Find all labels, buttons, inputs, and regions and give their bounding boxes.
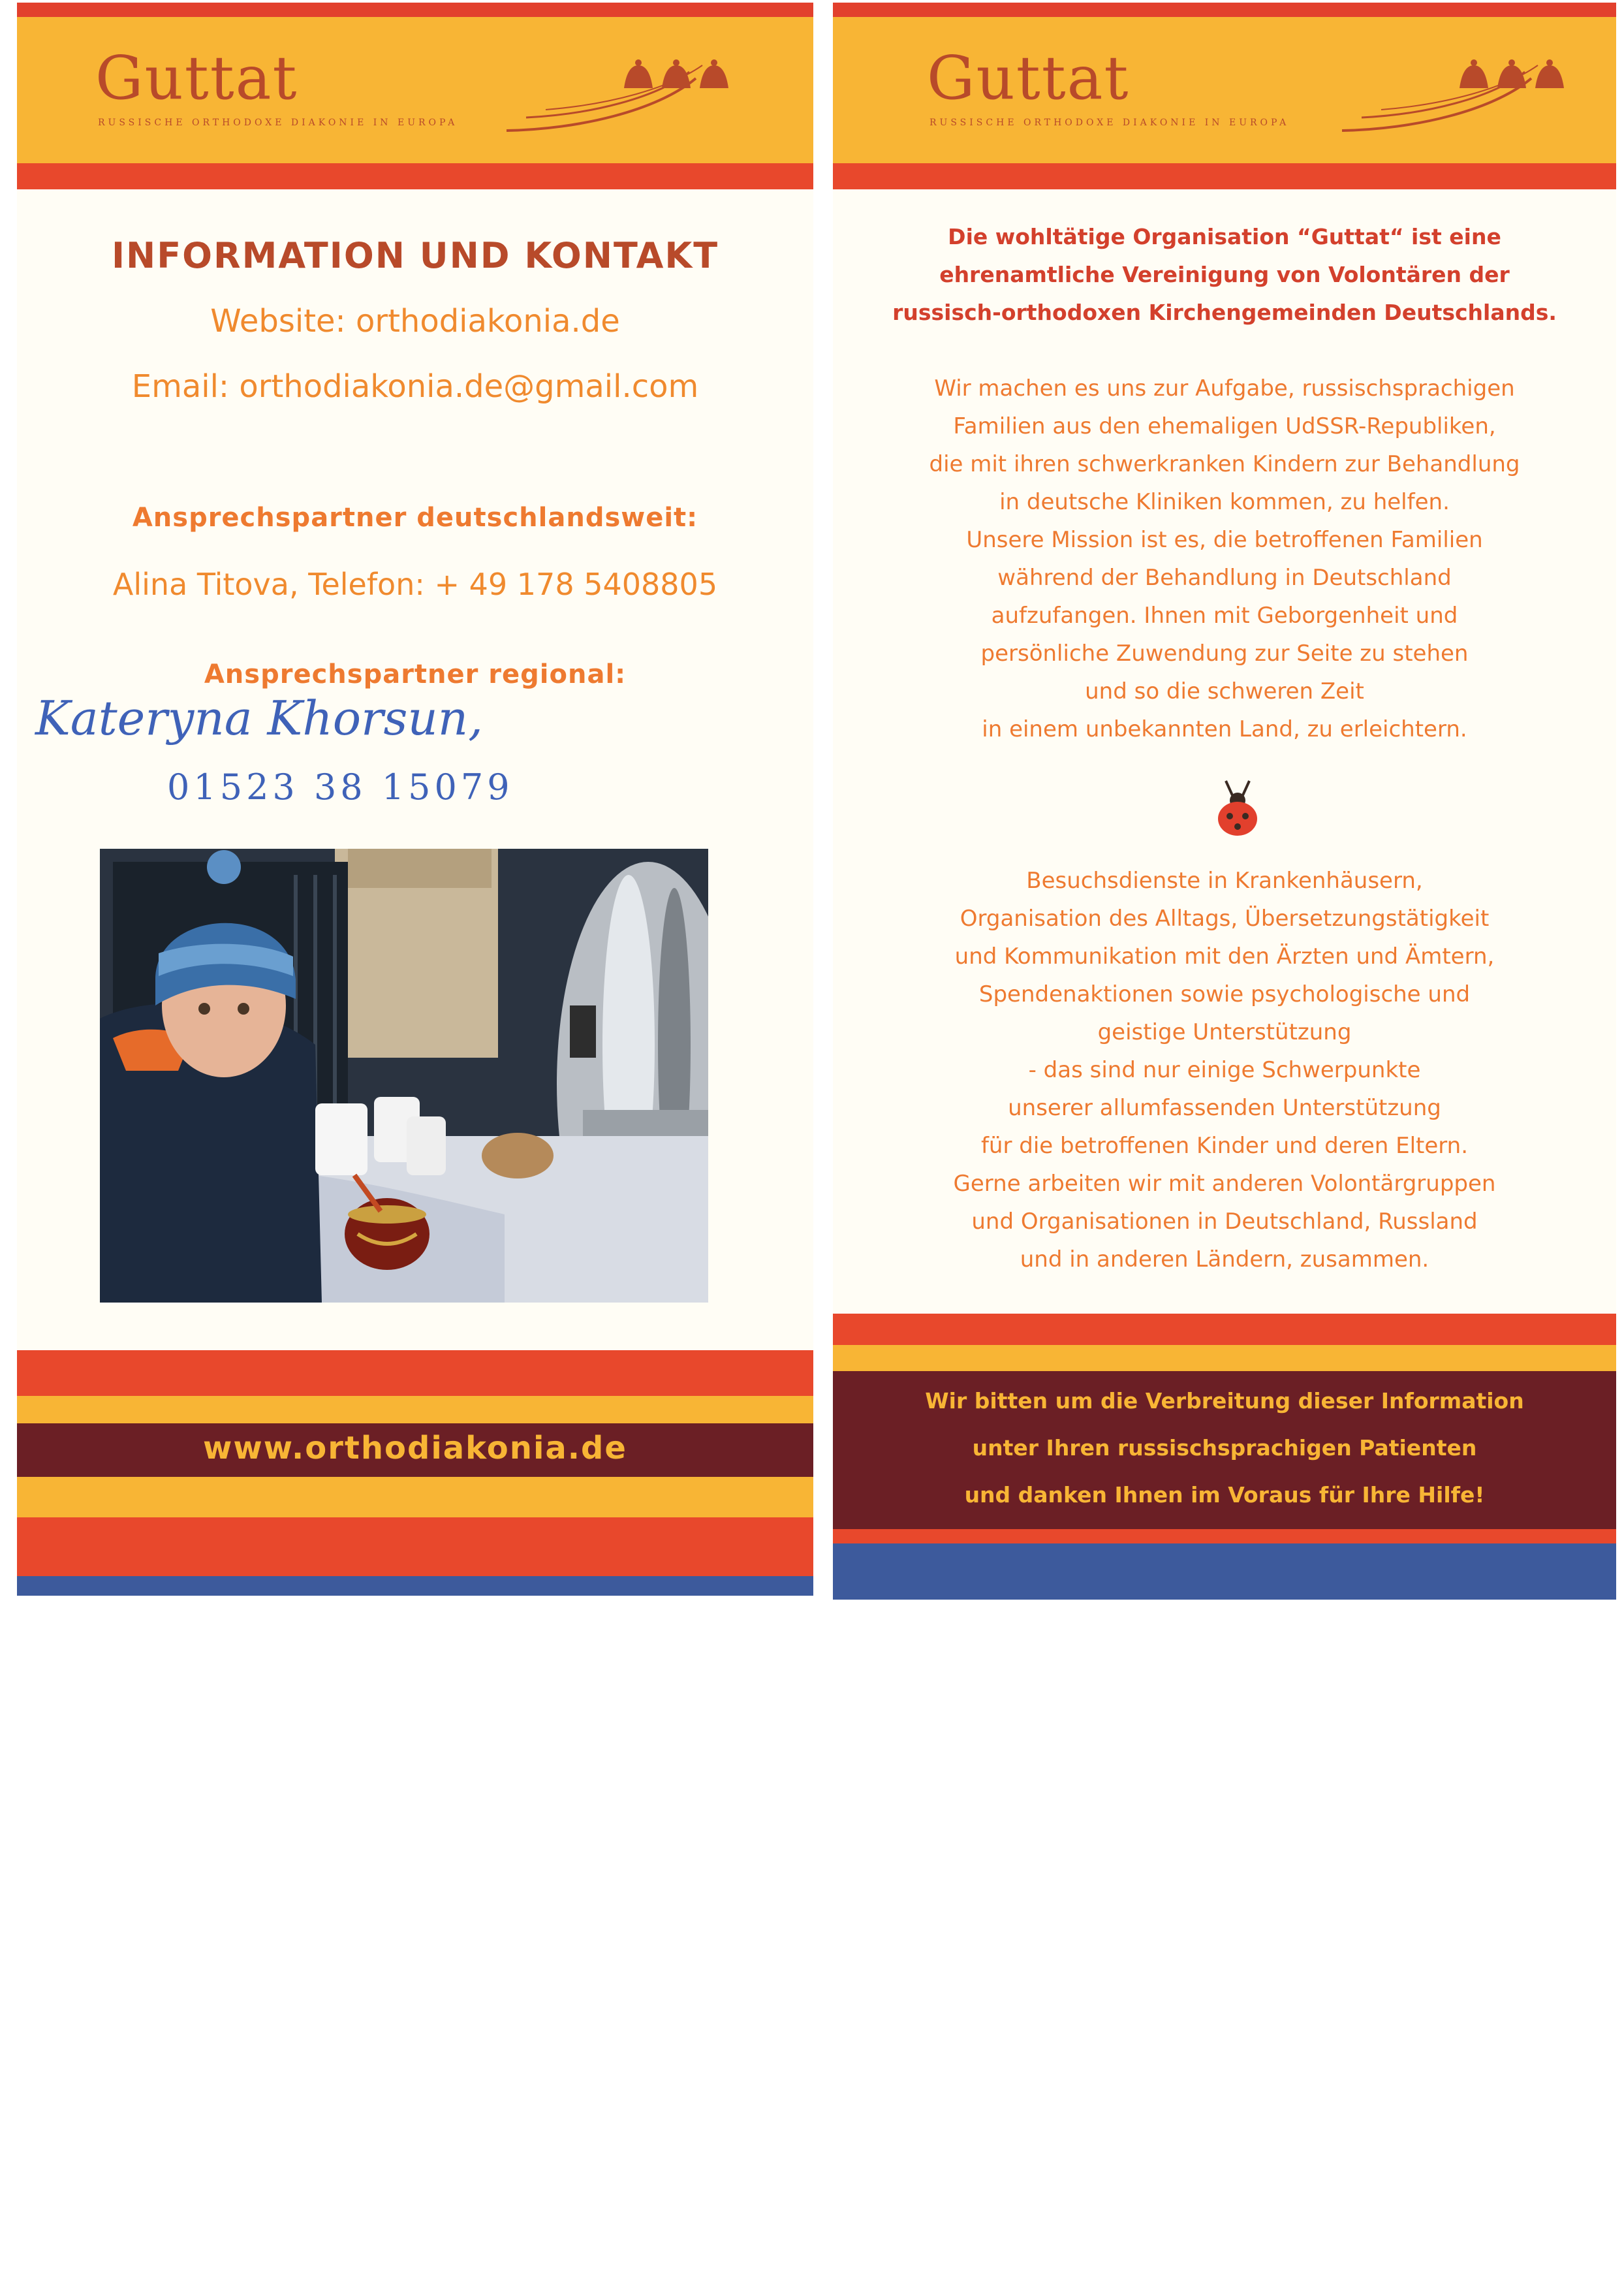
regional-contact-heading: Ansprechspartner regional: [204, 659, 627, 689]
national-contact: Alina Titova, Telefon: + 49 178 5408805 [112, 567, 718, 602]
intro-paragraph: Die wohltätige Organisation “Guttat“ ist eine ehrenamtliche Vereinigung von Volontären der russisch-orthodoxen Kirchengemeinden Deutschlands. [892, 224, 1557, 325]
footer-message-band [833, 1371, 1616, 1529]
flyer-front-panel [833, 3, 1616, 1600]
three-bells-icon [500, 52, 735, 137]
mission-paragraph: Wir machen es uns zur Aufgabe, russischsprachigen Familien aus den ehemaligen UdSSR-Republiken, die mit ihren schwerkranken Kindern zur Behandlung in deutsche Kliniken kommen, zu helfen. Unsere Mission ist es, die betroffenen Familien während der Behandlung in Deutschland aufzufangen. Ihnen mit Geborgenheit und persönliche Zuwendung zur Seite zu stehen und so die schweren Zeit in einem unbekannten Land, zu erleichtern. [929, 375, 1520, 742]
footer-url[interactable]: www.orthodiakonia.de [203, 1430, 627, 1466]
website-line[interactable]: Website: orthodiakonia.de [210, 303, 620, 340]
footer-url-band [17, 1423, 813, 1477]
email-line[interactable]: Email: orthodiakonia.de@gmail.com [131, 368, 699, 405]
contact-title: INFORMATION UND KONTAKT [111, 235, 719, 276]
regional-contact-phone: 01523 38 15079 [167, 767, 514, 808]
photo-child-with-samovar [100, 849, 708, 1303]
brand-name: Guttat [95, 43, 298, 113]
brand-subtitle-right: RUSSISCHE ORTHODOXE DIAKONIE IN EUROPA [929, 118, 1290, 128]
header-band [17, 3, 813, 189]
footer-message: Wir bitten um die Verbreitung dieser Information unter Ihren russischsprachigen Patienten und danken Ihnen im Voraus für Ihre Hilfe! [925, 1388, 1524, 1508]
national-contact-heading: Ansprechspartner deutschlandsweit: [132, 503, 698, 533]
three-bells-icon [1335, 52, 1570, 137]
brand-subtitle: RUSSISCHE ORTHODOXE DIAKONIE IN EUROPA [98, 118, 458, 128]
ladybug-icon [1213, 777, 1262, 840]
services-paragraph: Besuchsdienste in Krankenhäusern, Organisation des Alltags, Übersetzungstätigkeit und Kommunikation mit den Ärzten und Ämtern, Spendenaktionen sowie psychologische und geistige Unterstützung - das sind nur einige Schwerpunkte unserer allumfassenden Unterstützung für die betroffenen Kinder und deren Eltern. Gerne arbeiten wir mit anderen Volontärgruppen und Organisationen in Deutschland, Russland und in anderen Ländern, zusammen. [953, 868, 1496, 1273]
flyer-back-panel [17, 3, 813, 1596]
regional-contact-name: Kateryna Khorsun, [35, 691, 484, 746]
brand-name-right: Guttat [927, 43, 1130, 113]
header-band-right [833, 3, 1616, 189]
